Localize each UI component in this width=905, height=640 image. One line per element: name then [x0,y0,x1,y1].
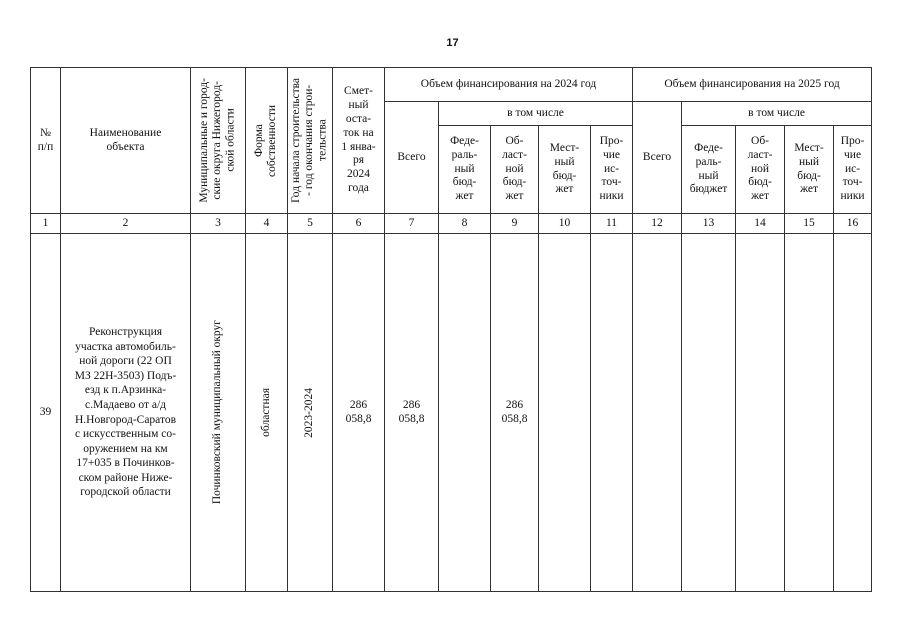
column-number: 14 [736,214,785,234]
column-number: 3 [191,214,246,234]
column-number: 6 [333,214,385,234]
column-number: 15 [785,214,834,234]
ownership-cell [246,234,288,592]
header-municipal [191,68,246,214]
column-number: 13 [682,214,736,234]
local-2024 [539,234,591,592]
municipal-cell [191,234,246,592]
column-number: 8 [439,214,491,234]
header-other-2024: Про- чие ис- точ- ники [591,126,633,214]
table-row [31,234,872,592]
column-number: 12 [633,214,682,234]
header-local-2025: Мест- ный бюд- жет [785,126,834,214]
other-2025 [834,234,872,592]
other-2024 [591,234,633,592]
total-2025 [633,234,682,592]
header-municipal-text: Муниципальные и город- ские округа Нижегород- ской области [198,78,237,203]
municipal-name: Починковский муниципальный округ [211,320,224,505]
local-2025 [785,234,834,592]
row-number: 39 [31,234,61,592]
header-name: Наименование объекта [61,68,191,214]
regional-2025 [736,234,785,592]
column-number-row [31,214,872,234]
header-num: № п/п [31,68,61,214]
column-number: 16 [834,214,872,234]
federal-2025 [682,234,736,592]
header-federal-2024: Феде- раль- ный бюд- жет [439,126,491,214]
federal-2024 [439,234,491,592]
column-number: 4 [246,214,288,234]
column-number: 11 [591,214,633,234]
column-number: 9 [491,214,539,234]
ownership-form: областная [259,388,272,437]
header-total-2024: Всего [385,102,439,214]
column-number: 5 [288,214,333,234]
header-fin-2025: Объем финансирования на 2025 год [633,68,872,102]
page-number: 17 [446,37,459,49]
header-regional-2024: Об- ласт- ной бюд- жет [491,126,539,214]
header-incl-2024: в том числе [439,102,633,126]
header-row-1 [31,68,872,102]
financing-table [30,67,872,592]
column-number: 7 [385,214,439,234]
header-local-2024: Мест- ный бюд- жет [539,126,591,214]
regional-2024: 286 058,8 [491,234,539,592]
object-name: Реконструкция участка автомобиль- ной дороги (22 ОП МЗ 22Н-3503) Подъ- езд к п.Арзинка- с.Мадаево от а/д Н.Новгород-Саратов с искусственным со- оружением на км 17+035 в Починков- ском районе Ниже- городской области [61,234,191,592]
years-cell [288,234,333,592]
header-ownership-text: Форма собственности [253,104,279,177]
column-number: 2 [61,214,191,234]
header-fin-2024: Объем финансирования на 2024 год [385,68,633,102]
construction-years: 2023-2024 [303,387,316,438]
header-ownership [246,68,288,214]
header-federal-2025: Феде- раль- ный бюджет [682,126,736,214]
total-2024: 286 058,8 [385,234,439,592]
header-incl-2025: в том числе [682,102,872,126]
estimate-balance: 286 058,8 [333,234,385,592]
header-years [288,68,333,214]
column-number: 10 [539,214,591,234]
header-years-text: Год начала строительства - год окончания строи- тельства [290,78,329,203]
header-regional-2025: Об- ласт- ной бюд- жет [736,126,785,214]
header-total-2025: Всего [633,102,682,214]
column-number: 1 [31,214,61,234]
header-other-2025: Про- чие ис- точ- ники [834,126,872,214]
header-estimate: Смет- ный оста- ток на 1 янва- ря 2024 года [333,68,385,214]
